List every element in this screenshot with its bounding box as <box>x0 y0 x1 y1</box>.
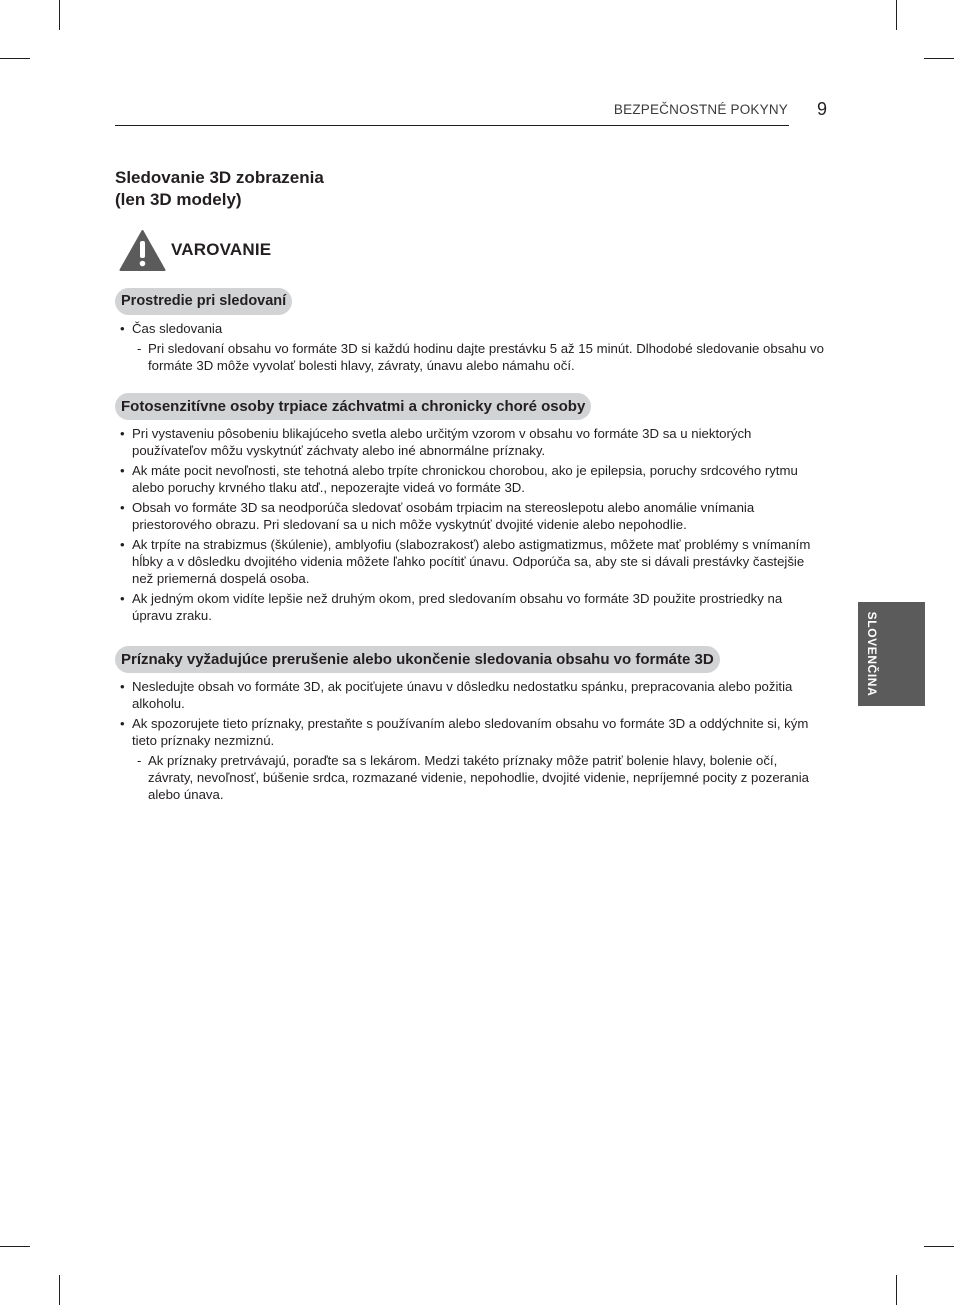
warning-label: VAROVANIE <box>171 240 272 259</box>
crop-mark <box>0 1246 30 1247</box>
page-number: 9 <box>816 99 827 119</box>
list-item: • Ak trpíte na strabizmus (škúlenie), amblyofiu (slabozrakosť) alebo astigmatizmus, môžete mať problémy s vnímaním hĺbky a v dôsledku dvojitého videnia môžete ľahko pocítiť únavu. Odporúča sa, aby ste si dávali prestávky častejšie než priemerná dospelá osoba. <box>115 536 825 587</box>
list-item: • Ak jedným okom vidíte lepšie než druhým okom, pred sledovaním obsahu vo formáte 3D použite prostriedky na úpravu zraku. <box>115 590 825 624</box>
section-heading-photosensitive: Fotosenzitívne osoby trpiace záchvatmi a chronicky choré osoby <box>115 393 591 420</box>
warning-heading <box>119 228 271 272</box>
crop-mark <box>896 0 897 30</box>
language-side-tab <box>858 602 925 706</box>
list-subitem: - Pri sledovaní obsahu vo formáte 3D si každú hodinu dajte prestávku 5 až 15 minút. Dlhodobé sledovanie obsahu vo formáte 3D môže vyvolať bolesti hlavy, závraty, únavu alebo námahu očí. <box>115 340 825 374</box>
list-item: • Ak máte pocit nevoľnosti, ste tehotná alebo trpíte chronickou chorobou, ako je epilepsia, poruchy srdcového rytmu alebo poruchy krvného tlaku atď., nepozerajte videá vo formáte 3D. <box>115 462 825 496</box>
crop-mark <box>924 58 954 59</box>
page-title-line-2: (len 3D modely) <box>115 190 242 209</box>
crop-mark <box>896 1275 897 1305</box>
section-heading-viewing-environment: Prostredie pri sledovaní <box>115 288 292 315</box>
bullet-list <box>115 425 825 627</box>
list-item: • Pri vystaveniu pôsobeniu blikajúceho svetla alebo určitým vzorom v obsahu vo formáte 3D sa u niektorých používateľov môžu vyskytnúť záchvaty alebo iné abnormálne príznaky. <box>115 425 825 459</box>
crop-mark <box>59 1275 60 1305</box>
list-subitem: - Ak príznaky pretrvávajú, poraďte sa s lekárom. Medzi takéto príznaky môže patriť bolenie hlavy, bolenie očí, závraty, nevoľnosť, búšenie srdca, rozmazané videnie, nepohodlie, dvojité videnie, nepríjemné pocity z pozerania alebo únava. <box>115 752 825 803</box>
crop-mark <box>924 1246 954 1247</box>
bullet-list <box>115 678 825 806</box>
header-divider <box>115 125 789 126</box>
list-item: • Obsah vo formáte 3D sa neodporúča sledovať osobám trpiacim na stereoslepotu alebo anomálie vnímania priestorového obrazu. Pri sledovaní sa u nich môže vyskytnúť dvojité videnie alebo nepohodlie. <box>115 499 825 533</box>
running-header: BEZPEČNOSTNÉ POKYNY <box>613 102 788 117</box>
warning-triangle-icon <box>119 229 166 272</box>
crop-mark <box>0 58 30 59</box>
bullet-list <box>115 320 825 377</box>
language-side-tab-label: SLOVENČINA <box>865 611 879 697</box>
page-title <box>115 167 324 211</box>
list-item: • Nesledujte obsah vo formáte 3D, ak pociťujete únavu v dôsledku nedostatku spánku, prepracovania alebo požitia alkoholu. <box>115 678 825 712</box>
list-item: • Čas sledovania <box>115 320 825 337</box>
section-heading-symptoms: Príznaky vyžadujúce prerušenie alebo ukončenie sledovania obsahu vo formáte 3D <box>115 646 720 673</box>
page-title-line-1: Sledovanie 3D zobrazenia <box>115 168 324 187</box>
crop-mark <box>59 0 60 30</box>
list-item: • Ak spozorujete tieto príznaky, prestaňte s používaním alebo sledovaním obsahu vo formáte 3D a oddýchnite si, kým tieto príznaky nezmiznú. <box>115 715 825 749</box>
